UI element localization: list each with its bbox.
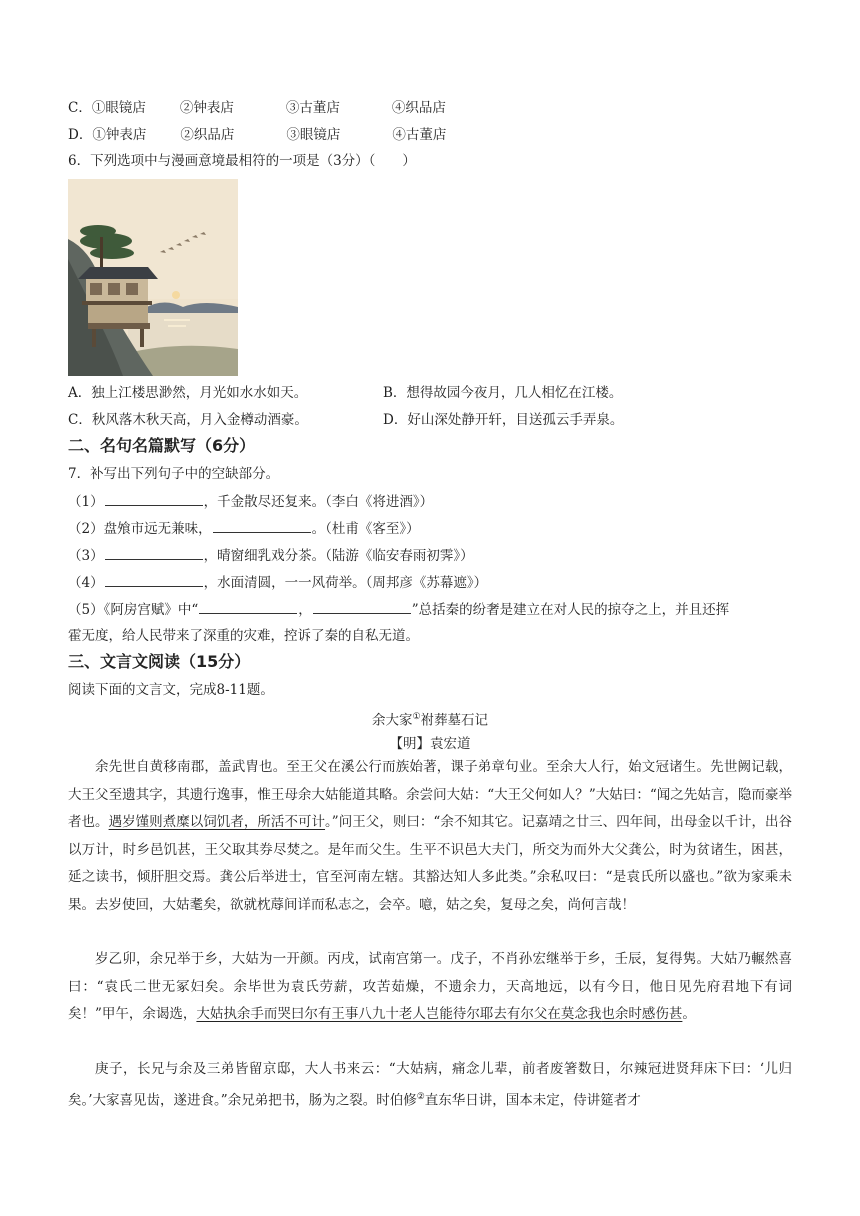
footnote-marker: ② [416,1091,425,1102]
article-paragraph-3 [68,1056,792,1115]
item-text: ”总括秦的纷奢是建立在对人民的掠夺之上，并且还挥 [411,602,730,618]
text-run: 。”问王父，则曰：“余不知其它。记嘉靖 [325,814,563,831]
answer-blank [313,599,411,614]
underlined-sentence: 大姑执余手而哭曰尔有王事八九十老人岂能待尔耶去有尔父在莫念我 [196,1006,602,1023]
text-run: 见先府君地下有词矣！”甲午，余谒选， [68,978,793,1023]
option-item: ③眼镜店 [286,127,341,143]
q5-option-d [68,125,446,145]
q6-option-c: C．秋风落木秋天高，月入金樽动酒豪。 [68,412,308,428]
q6-stem: 6．下列选项中与漫画意境最相符的一项是（3分）（ ） [68,153,416,169]
title-text: 祔葬墓石记 [420,712,489,729]
underlined-sentence: 也余时感伤甚 [601,1006,683,1023]
text-run: 志之，会卒。噫，姑之矣，复母之矣，尚何言哉！ [338,896,635,913]
option-letter: C． [68,100,92,116]
answer-blank [105,572,203,587]
option-item: ②织品店 [180,127,235,143]
title-text: 余大家 [371,712,413,729]
q7-stem: 7．补写出下列句子中的空缺部分。 [68,466,280,482]
text-run: 曰：‘儿归矣。’大家喜见齿，遂进食。”余兄弟把书，肠为之裂。时伯修 [68,1061,793,1109]
q7-item-2 [68,518,420,539]
q7-item-4 [68,572,487,593]
item-prefix: （2）盘飧市远无兼味， [68,521,212,537]
option-item: ④古董店 [392,127,447,143]
option-letter: D． [68,127,93,143]
item-text: ， [298,602,312,618]
item-prefix: （4） [68,575,104,591]
item-text: ，水面清圆，一一风荷举。（周邦彦《苏幕遮》） [203,575,488,591]
landscape-painting-image [68,179,238,376]
text-run: 直东华日讲，国本未定，侍讲筵者才 [424,1092,641,1109]
reading-instructions: 阅读下面的文言文，完成8-11题。 [68,682,274,698]
footnote-marker: ① [412,712,421,722]
text-run: 姑乃輾然喜曰：“袁氏二世无冢妇矣。余毕世为袁氏劳薪，攻苦茹燥，不遗余力，天高地远，以有今日，他日 [68,951,793,995]
text-run: 豁达知人多此类。”余私叹曰：“是袁氏所以盛也。”欲为家乘未果。去岁使回，大姑耄矣，欲就枕蓐间详而私 [68,869,792,913]
text-run: 夫门，所交为而外大父龚公，时为贫诸生，困甚，延之读书，倾肝胆交焉。龚公后举进士，官至河南左辖。其 [68,841,793,886]
item-text: （5）《阿房宫赋》中“ [68,602,199,618]
item-text: 。（杜甫《客至》） [311,521,420,537]
text-run: “闻之先姑言，隐而豪举者也。 [68,786,792,831]
section-3-title: 三、文言文阅读（15分） [68,652,251,671]
option-item: ③古董店 [285,100,340,116]
item-text: ，千金散尽还复来。（李白《将进酒》） [203,494,434,510]
answer-blank [213,518,311,533]
option-item: ②钟表店 [179,100,234,116]
item-prefix: （3） [68,548,104,564]
article-author: 【明】袁宏道 [389,736,471,752]
answer-blank [105,545,203,560]
text-run: 庚子，长兄与余及三弟皆留京邸，大人书来云：“大姑病，痛念儿辈，前者废箸数日，尔辣冠进贤拜床下 [95,1061,732,1077]
q7-item-3 [68,545,474,566]
option-item: ①钟表店 [92,127,147,143]
text-run: 余先世自黄移南郡，盖武胄也。至王父在溪公行而族始著，课子弟章句业。至余大人行，始文冠诸生。先 [95,759,724,775]
q7-item-5-cont: 霍无度，给人民带来了深重的灾难，控诉了秦的自私无道。 [68,628,419,644]
q6-option-b: B．想得故园今夜月，几人相忆在江楼。 [383,385,623,401]
item-prefix: （1） [68,494,104,510]
text-run: 之廿三、四年间，出母金以千计，出谷以万计，时乡邑饥甚，王父取其券尽焚之。是年而父生。生平不识邑大 [68,814,793,858]
underlined-sentence: 遇岁馑则煮糜以饲饥者，所活不可计 [108,814,326,831]
option-item: ①眼镜店 [91,100,146,116]
answer-blank [105,491,203,506]
article-paragraph-1 [68,754,792,920]
answer-blank [199,599,297,614]
text-run: 。 [682,1006,696,1023]
text-run: 世阙记载，大王父至遗其字，其遗行逸事，惟王母余大姑能道其略。余尝问大姑：“大王父何如人？”大姑曰： [68,759,793,803]
item-text: ，晴窗细乳戏分茶。（陆游《临安春雨初霁》） [203,548,474,564]
section-2-title: 二、名句名篇默写（6分） [68,436,256,455]
article-title [0,707,860,731]
option-item: ④织品店 [391,100,446,116]
q6-option-a: A．独上江楼思渺然，月光如水水如天。 [68,385,308,401]
text-run: 岁乙卯，余兄举于乡，大姑为一开颜。丙戌，试南宫第一。戊子，不肖孙宏继举于乡，壬辰，复得隽。大 [95,951,724,967]
article-paragraph-2 [68,946,792,1029]
q7-item-5 [68,599,729,620]
q5-option-c [68,98,446,118]
q6-option-d: D．好山深处静开轩，目送孤云手弄泉。 [383,412,624,428]
q7-item-1 [68,491,433,512]
